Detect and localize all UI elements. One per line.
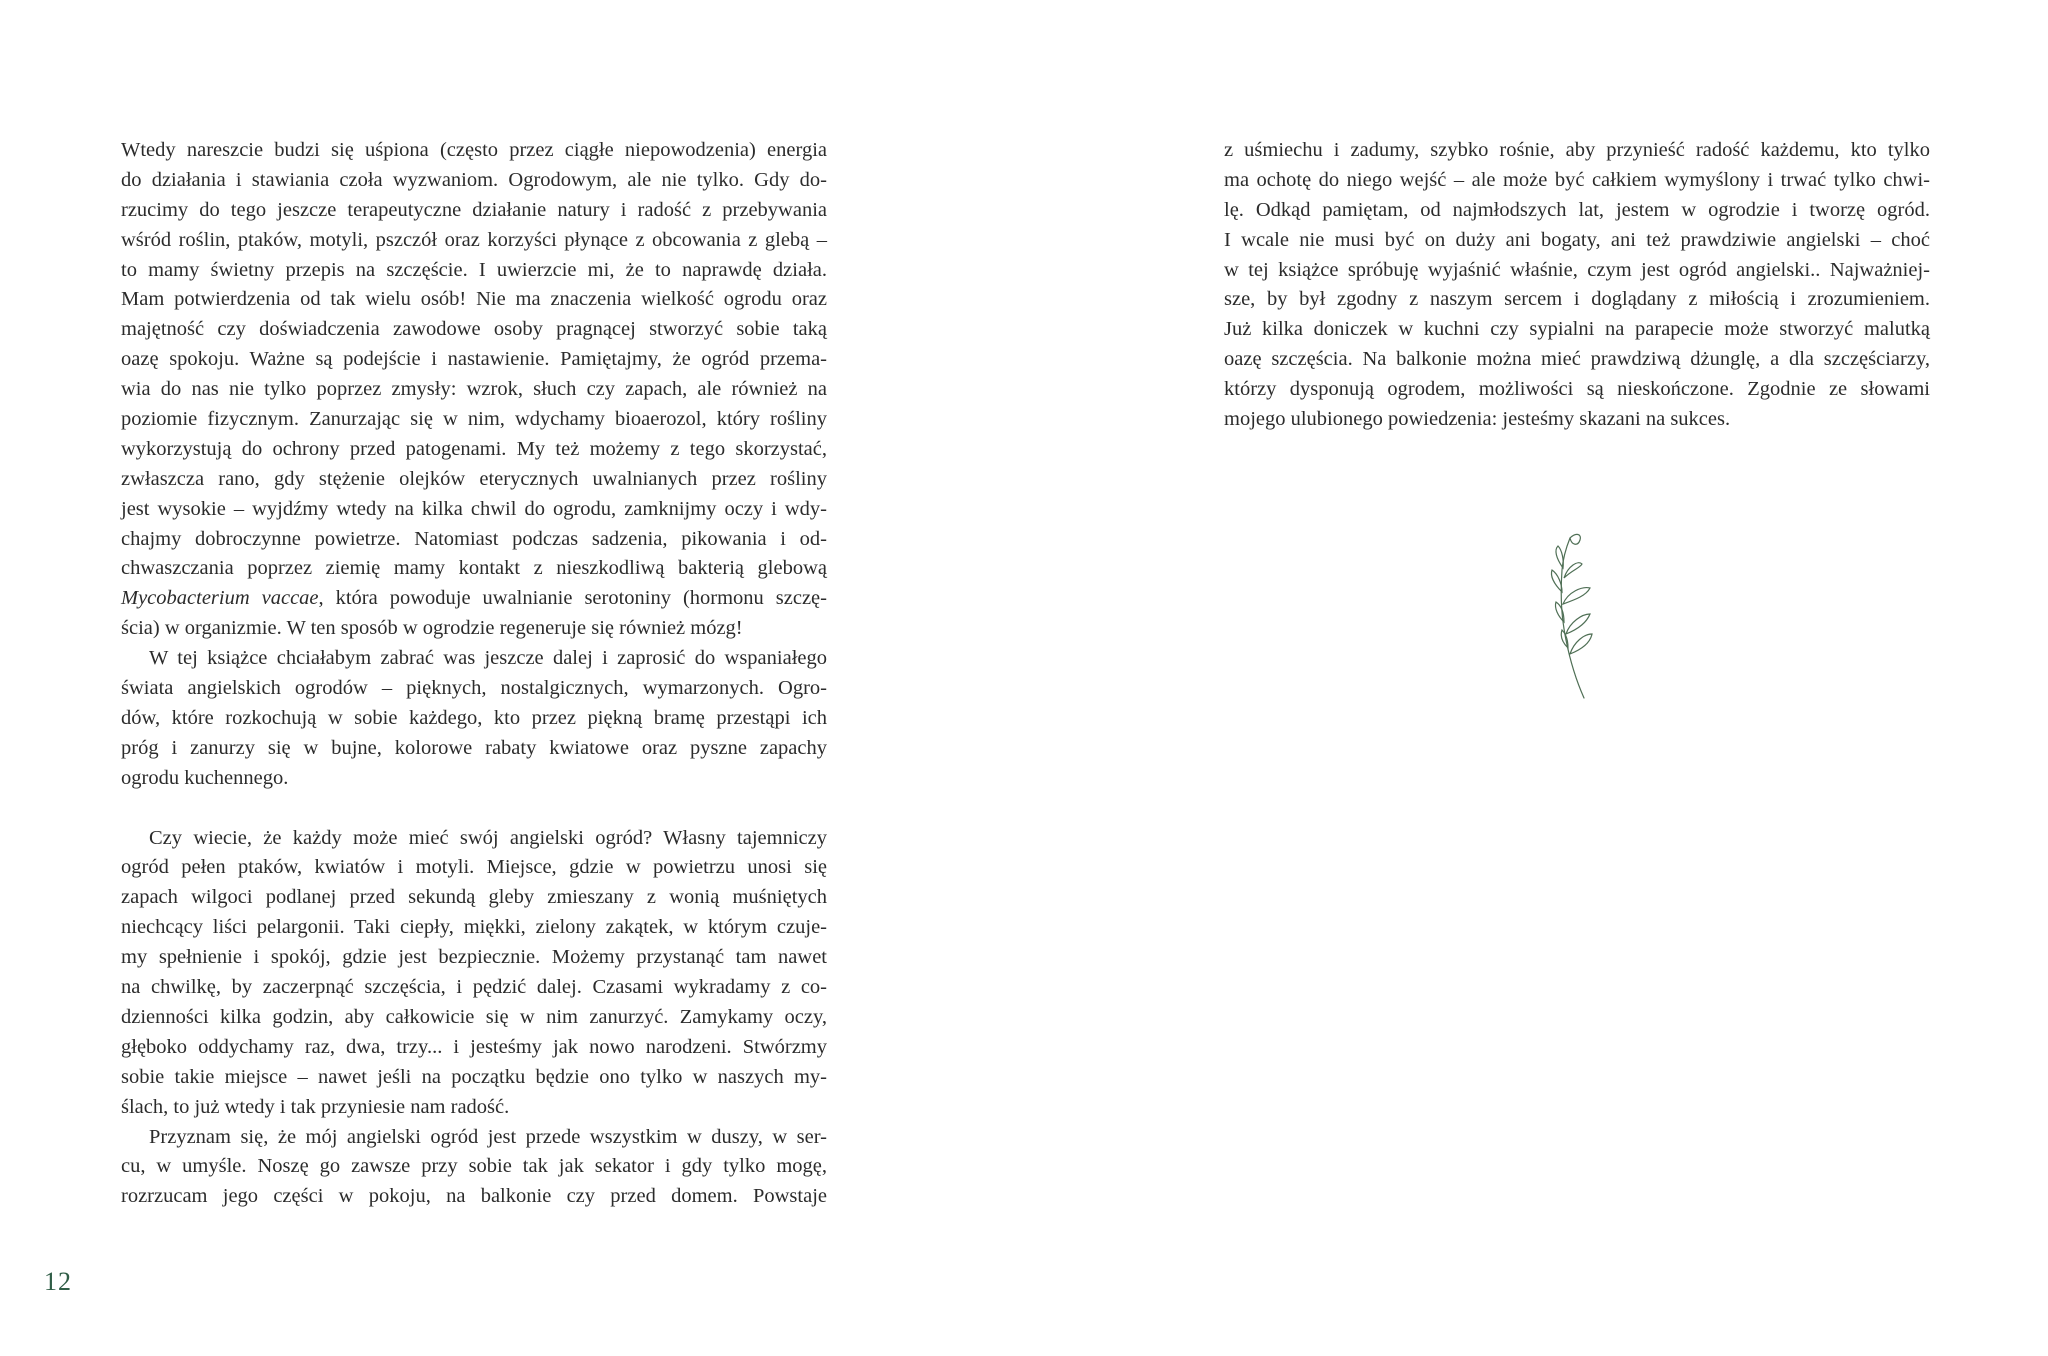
right-page-text — [1224, 136, 1930, 435]
text-line: chajmy dobroczynne powietrze. Natomiast podczas sadzenia, pikowania i od- — [121, 527, 827, 550]
text-line: jest wysokie – wyjdźmy wtedy na kilka chwil do ogrodu, zamknijmy oczy i wdy- — [121, 497, 827, 520]
text-line: lę. Odkąd pamiętam, od najmłodszych lat, jestem w ogrodzie i tworzę ogród. — [1224, 198, 1930, 221]
text-line: Mam potwierdzenia od tak wielu osób! Nie ma znaczenia wielkość ogrodu oraz — [121, 288, 827, 311]
text-line: oazę szczęścia. Na balkonie można mieć prawdziwą dżunglę, a dla szczęściarzy, — [1224, 348, 1930, 371]
text-line: rozrzucam jego części w pokoju, na balkonie czy przed domem. Powstaje — [121, 1185, 827, 1208]
text-line: w tej książce spróbuję wyjaśnić właśnie, czym jest ogród angielski.. Najważniej- — [1224, 258, 1930, 281]
text-line: niechcący liści pelargonii. Taki ciepły, miękki, zielony zakątek, w którym czuje- — [121, 916, 827, 939]
text-line-italic — [121, 584, 827, 614]
text-line: zwłaszcza rano, gdy stężenie olejków eterycznych uwalnianych przez rośliny — [121, 467, 827, 490]
text-line: majętność czy doświadczenia zawodowe osoby pragnącej stworzyć sobie taką — [121, 318, 827, 341]
page-number: 12 — [44, 1267, 72, 1296]
paragraph-continued — [1224, 136, 1930, 435]
paragraph-4 — [121, 1123, 827, 1213]
text-line: sobie takie miejsce – nawet jeśli na początku będzie ono tylko w naszych my- — [121, 1065, 827, 1088]
text-line: Wtedy nareszcie budzi się uśpiona (często przez ciągłe niepowodzenia) energia — [121, 139, 827, 161]
text-line: wykorzystują do ochrony przed patogenami. My też możemy z tego skorzystać, — [121, 437, 827, 460]
text-line: z uśmiechu i zadumy, szybko rośnie, aby przynieść radość każdemu, kto tylko — [1224, 139, 1930, 161]
text-line: dzienności kilka godzin, aby całkowicie się w nim zanurzyć. Zamykamy oczy, — [121, 1005, 827, 1028]
text-line: to mamy świetny przepis na szczęście. I uwierzcie mi, że to naprawdę działa. — [121, 258, 827, 281]
text-line: oazę spokoju. Ważne są podejście i nastawienie. Pamiętajmy, że ogród przema- — [121, 348, 827, 371]
text-line: ogrodu kuchennego. — [121, 766, 289, 789]
text-line: mojego ulubionego powiedzenia: jesteśmy skazani na sukces. — [1224, 408, 1731, 431]
paragraph-3 — [121, 824, 827, 1123]
text-line: ma ochotę do niego wejść – ale może być całkiem wymyślony i trwać tylko chwi- — [1224, 168, 1930, 191]
text-fragment: , która powoduje uwalnianie serotoniny (hormonu szczę- — [318, 587, 827, 610]
text-line: poziomie fizycznym. Zanurzając się w nim, wdychamy bioaerozol, który rośliny — [121, 408, 827, 431]
text-line: ślach, to już wtedy i tak przyniesie nam radość. — [121, 1095, 510, 1118]
text-line: cu, w umyśle. Noszę go zawsze przy sobie tak jak sekator i gdy tylko mogę, — [121, 1155, 827, 1178]
text-line: my spełnienie i spokój, gdzie jest bezpiecznie. Możemy przystanąć tam nawet — [121, 946, 827, 969]
text-line: wśród roślin, ptaków, motyli, pszczół oraz korzyści płynące z obcowania z glebą – — [121, 228, 827, 251]
leaf-sprig-icon — [1546, 530, 1626, 700]
species-name: Mycobacterium vaccae — [121, 587, 319, 610]
text-line: na chwilkę, by zaczerpnąć szczęścia, i pędzić dalej. Czasami wykradamy z co- — [121, 976, 827, 999]
text-line: rzucimy do tego jeszcze terapeutyczne działanie natury i radość z przebywania — [121, 198, 827, 221]
text-line: głęboko oddychamy raz, dwa, trzy... i jesteśmy jak nowo narodzeni. Stwórzmy — [121, 1035, 827, 1058]
text-line: próg i zanurzy się w bujne, kolorowe rabaty kwiatowe oraz pyszne zapachy — [121, 736, 827, 759]
text-line: świata angielskich ogrodów – pięknych, nostalgicznych, wymarzonych. Ogro- — [121, 677, 827, 700]
text-line: dów, które rozkochują w sobie każdego, kto przez piękną bramę przestąpi ich — [121, 706, 827, 729]
text-line: chwaszczania poprzez ziemię mamy kontakt z nieszkodliwą bakterią glebową — [121, 557, 827, 580]
text-line: ogród pełen ptaków, kwiatów i motyli. Miejsce, gdzie w powietrzu unosi się — [121, 856, 827, 879]
paragraph-2 — [121, 644, 827, 793]
text-line: Już kilka doniczek w kuchni czy sypialni na parapecie może stworzyć malutką — [1224, 318, 1930, 341]
text-line: ścia) w organizmie. W ten sposób w ogrodzie regeneruje się również mózg! — [121, 617, 743, 640]
text-line: do działania i stawiania czoła wyzwaniom. Ogrodowym, ale nie tylko. Gdy do- — [121, 168, 827, 191]
text-line: sze, by był zgodny z naszym sercem i doglądany z miłością i zrozumieniem. — [1224, 288, 1930, 311]
text-line: I wcale nie musi być on duży ani bogaty, ani też prawdziwie angielski – choć — [1224, 228, 1930, 251]
left-page-text — [121, 136, 827, 1212]
text-line: Przyznam się, że mój angielski ogród jest przede wszystkim w duszy, w ser- — [149, 1125, 827, 1148]
text-line: zapach wilgoci podlanej przed sekundą gleby zmieszany z wonią muśniętych — [121, 886, 827, 909]
text-line: W tej książce chciałabym zabrać was jeszcze dalej i zaprosić do wspaniałego — [149, 647, 827, 670]
paragraph-gap — [121, 794, 827, 824]
paragraph-1 — [121, 136, 827, 644]
text-line: wia do nas nie tylko poprzez zmysły: wzrok, słuch czy zapach, ale również na — [121, 378, 827, 401]
text-line: którzy dysponują ogrodem, możliwości są nieskończone. Zgodnie ze słowami — [1224, 378, 1930, 401]
text-line: Czy wiecie, że każdy może mieć swój angielski ogród? Własny tajemniczy — [149, 826, 827, 849]
